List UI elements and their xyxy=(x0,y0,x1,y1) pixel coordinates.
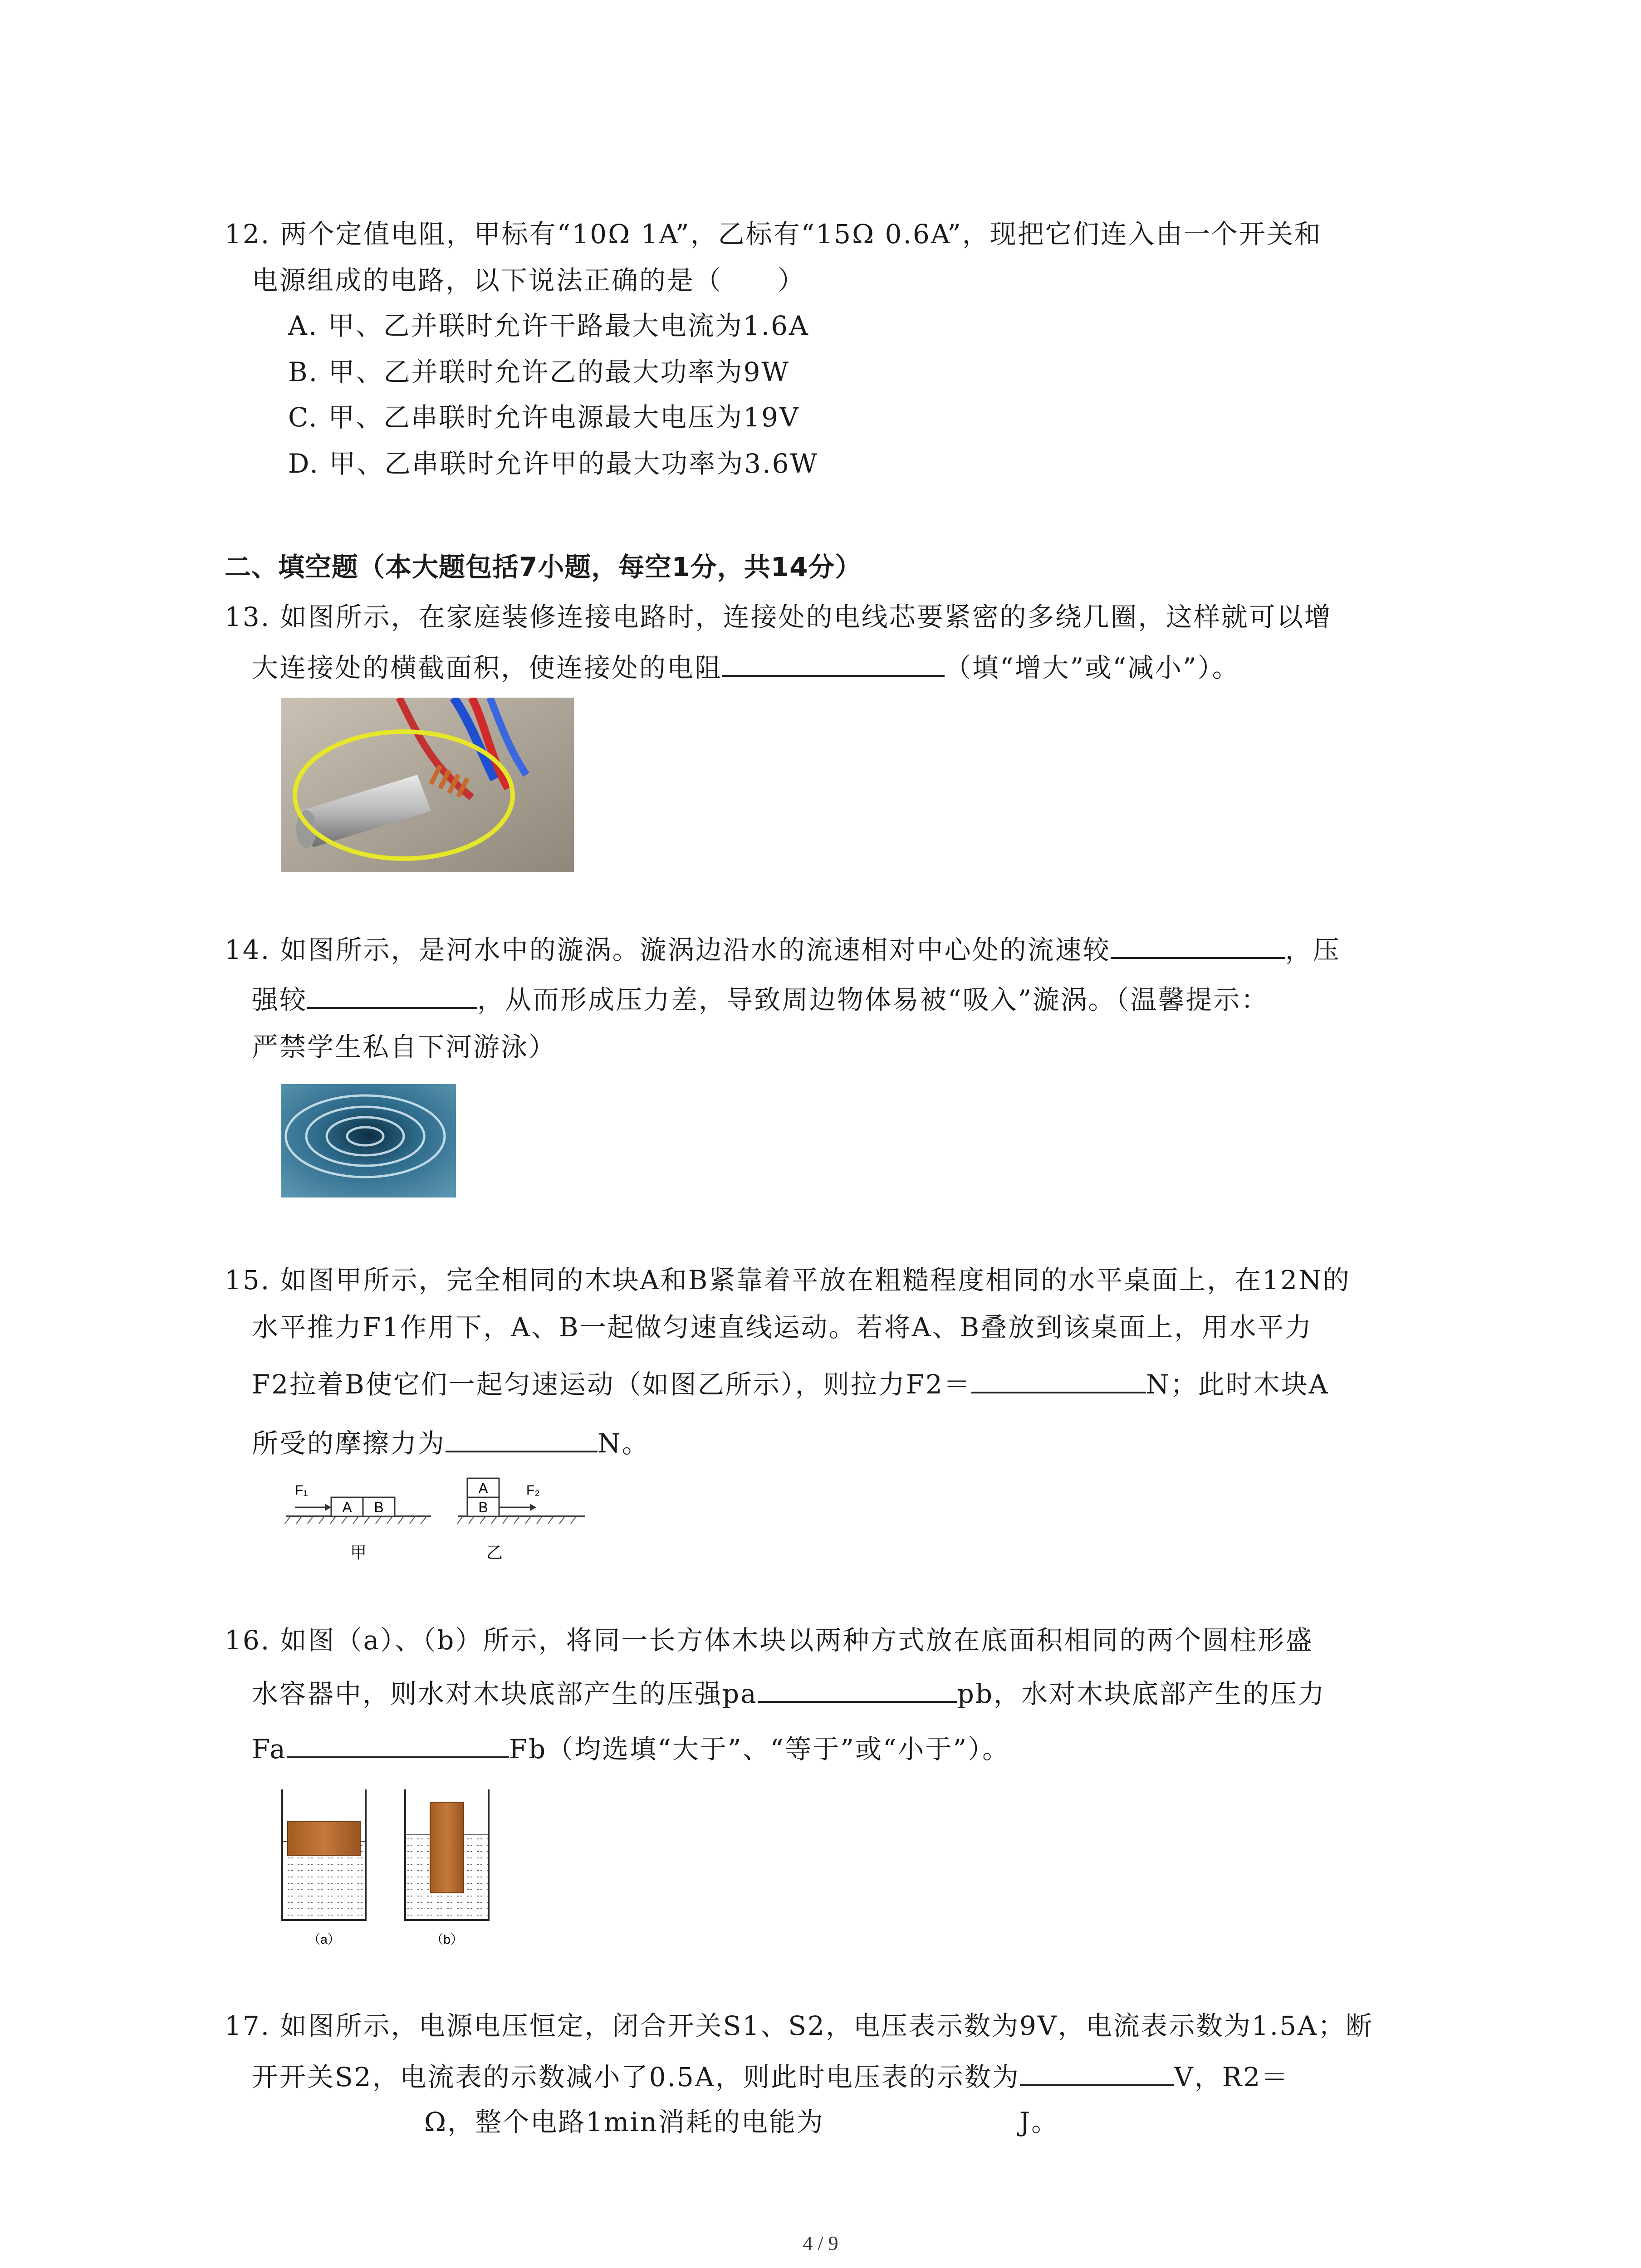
q15-line4 xyxy=(252,1423,650,1461)
q15-blank-2[interactable] xyxy=(446,1423,598,1452)
q14-line3: 严禁学生私自下河游泳） xyxy=(252,1031,557,1062)
q15-line1: 15. 如图甲所示，完全相同的木块A和B紧靠着平放在粗糙程度相同的水平桌面上，在12N的 xyxy=(225,1265,1351,1295)
q17-line2 xyxy=(252,2057,1289,2094)
containers-figure xyxy=(277,1785,504,1957)
wire-joint-photo xyxy=(281,698,574,872)
q14-text-a: 14. 如图所示，是河水中的漩涡。漩涡边沿水的流速相对中心处的流速较 xyxy=(225,934,1111,965)
q16-text-c: Fa xyxy=(252,1734,287,1765)
fig-caption-a: （a） xyxy=(308,1932,340,1946)
q15-text-d: N。 xyxy=(598,1428,650,1459)
fig-caption-jia: 甲 xyxy=(350,1543,367,1562)
q14-blank-1[interactable] xyxy=(1111,930,1285,959)
q12-line2: 电源组成的电路，以下说法正确的是（ ） xyxy=(252,265,806,296)
q17-text-b: V，R2＝ xyxy=(1174,2062,1289,2092)
fig-caption-yi: 乙 xyxy=(486,1543,503,1562)
q13-blank[interactable] xyxy=(722,648,945,677)
page-number: 4 / 9 xyxy=(803,2232,838,2254)
q12-option-c: C. 甲、乙串联时允许电源最大电压为19V xyxy=(288,402,800,433)
q16-line3 xyxy=(252,1729,1010,1766)
fig-yi-block-b: B xyxy=(478,1499,488,1515)
q12-option-b: B. 甲、乙并联时允许乙的最大功率为9W xyxy=(288,357,790,387)
fig-yi-block-a: A xyxy=(478,1480,488,1496)
q15-text-b: N；此时木块A xyxy=(1146,1369,1329,1400)
q13-line1: 13. 如图所示，在家庭装修连接电路时，连接处的电线芯要紧密的多绕几圈，这样就可以增 xyxy=(225,601,1332,632)
q14-line1 xyxy=(225,930,1341,967)
q14-blank-2[interactable] xyxy=(307,980,477,1009)
q13-text-b: （填“增大”或“减小”）。 xyxy=(945,652,1240,683)
q15-line2: 水平推力F1作用下，A、B一起做匀速直线运动。若将A、B叠放到该桌面上，用水平力 xyxy=(252,1312,1313,1343)
q17-blank-1[interactable] xyxy=(1020,2057,1174,2086)
q12-line1: 12. 两个定值电阻，甲标有“10Ω 1A”，乙标有“15Ω 0.6A”，现把它们连入由一个开关和 xyxy=(225,219,1322,249)
q16-blank-1[interactable] xyxy=(758,1674,957,1703)
fig-caption-b: （b） xyxy=(431,1932,463,1946)
q16-text-b: pb，水对木块底部产生的压力 xyxy=(957,1678,1326,1709)
q17-line1: 17. 如图所示，电源电压恒定，闭合开关S1、S2，电压表示数为9V，电流表示数为1.5A；断 xyxy=(225,2010,1373,2041)
q17-text-d: J。 xyxy=(1019,2107,1059,2137)
whirlpool-photo xyxy=(281,1084,456,1198)
q15-text-a: F2拉着B使它们一起匀速运动（如图乙所示），则拉力F2＝ xyxy=(252,1369,971,1400)
fig-f2-label: F₂ xyxy=(526,1483,540,1498)
fig-jia-block-a: A xyxy=(342,1499,352,1515)
q16-text-a: 水容器中，则水对木块底部产生的压强pa xyxy=(252,1678,758,1709)
q12-option-d: D. 甲、乙串联时允许甲的最大功率为3.6W xyxy=(288,448,819,479)
q14-text-b: ，压 xyxy=(1285,934,1341,965)
q17-line3 xyxy=(424,2105,1059,2139)
q13-line2 xyxy=(252,648,1240,685)
q17-text-a: 开开关S2，电流表的示数减小了0.5A，则此时电压表的示数为 xyxy=(252,2062,1020,2092)
fig-jia-block-b: B xyxy=(374,1499,384,1515)
q14-text-d: ，从而形成压力差，导致周边物体易被“吸入”漩涡。（温馨提示： xyxy=(477,984,1269,1015)
q16-blank-2[interactable] xyxy=(287,1729,509,1758)
q16-line2 xyxy=(252,1674,1326,1711)
fig-f1-label: F₁ xyxy=(295,1483,308,1498)
q16-line1: 16. 如图（a）、（b）所示，将同一长方体木块以两种方式放在底面积相同的两个圆柱形盛 xyxy=(225,1625,1313,1656)
q17-text-c: Ω，整个电路1min消耗的电能为 xyxy=(424,2107,824,2137)
q13-text-a: 大连接处的横截面积，使连接处的电阻 xyxy=(252,652,723,683)
blocks-figure xyxy=(281,1467,590,1565)
q14-text-c: 强较 xyxy=(252,984,308,1015)
q15-text-c: 所受的摩擦力为 xyxy=(252,1428,446,1459)
q16-text-d: Fb（均选填“大于”、“等于”或“小于”）。 xyxy=(509,1734,1010,1765)
q15-line3 xyxy=(252,1364,1329,1402)
q12-option-a: A. 甲、乙并联时允许干路最大电流为1.6A xyxy=(288,310,809,341)
q14-line2 xyxy=(252,980,1269,1017)
section-title: 二、填空题（本大题包括7小题，每空1分，共14分） xyxy=(225,552,862,582)
q15-blank-1[interactable] xyxy=(971,1364,1146,1393)
